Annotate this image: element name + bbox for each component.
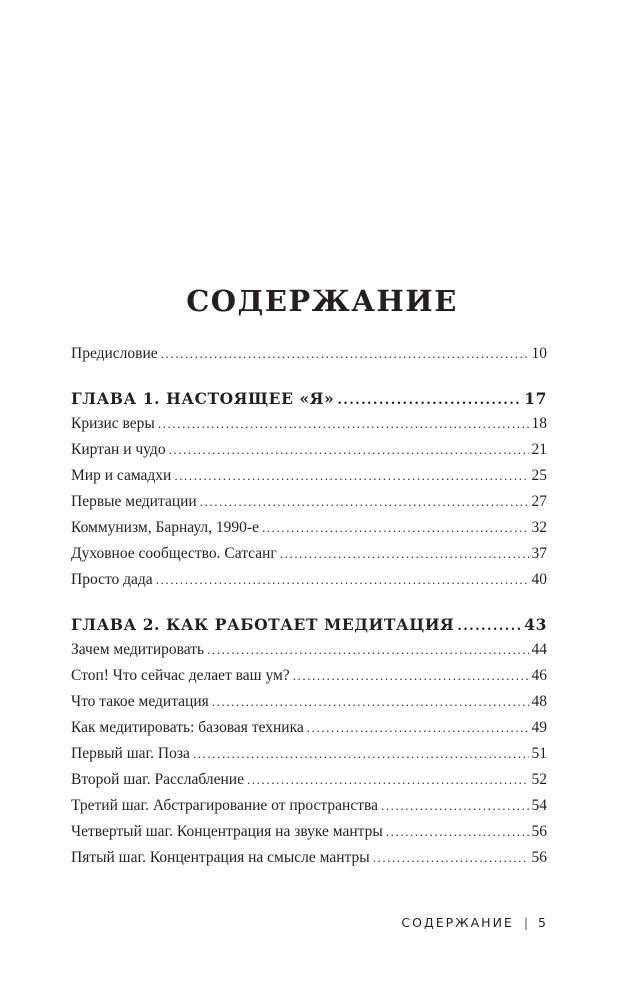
dot-leader — [200, 492, 529, 512]
toc-chapter-label: ГЛАВА 2. КАК РАБОТАЕТ МЕДИТАЦИЯ — [71, 615, 455, 634]
dot-leader — [373, 848, 529, 868]
dot-leader — [207, 640, 528, 660]
dot-leader — [247, 770, 529, 790]
toc-entry[interactable] — [71, 414, 547, 434]
dot-leader — [169, 440, 529, 460]
dot-leader — [161, 344, 529, 364]
toc-entry-label: Первый шаг. Поза — [71, 745, 190, 762]
toc-entry-label: Что такое медитация — [71, 693, 209, 710]
toc-entry-page: 25 — [531, 467, 547, 484]
dot-leader — [158, 414, 529, 434]
page-title: СОДЕРЖАНИЕ — [186, 284, 458, 318]
toc-entry-page: 37 — [531, 545, 547, 562]
running-footer — [401, 915, 548, 930]
toc-entry-label: Как медитировать: базовая техника — [71, 719, 304, 736]
toc-entry[interactable] — [71, 492, 547, 512]
toc-entry-label: Третий шаг. Абстрагирование от пространства — [71, 797, 378, 814]
footer-page-number: 5 — [538, 915, 548, 930]
footer-section-title: СОДЕРЖАНИЕ — [401, 915, 514, 930]
toc-chapter-label: ГЛАВА 1. НАСТОЯЩЕЕ «Я» — [71, 389, 335, 408]
toc-entry-page: 44 — [531, 641, 547, 658]
toc-entry-page: 46 — [531, 667, 547, 684]
toc-entry[interactable] — [71, 822, 547, 842]
dot-leader — [307, 718, 529, 738]
toc-entry[interactable] — [71, 640, 547, 660]
dot-leader — [293, 666, 529, 686]
toc-chapter-1[interactable] — [71, 388, 547, 410]
toc-entry[interactable] — [71, 744, 547, 764]
toc-chapter-page: 43 — [524, 615, 547, 634]
toc-entry-page: 56 — [531, 849, 547, 866]
dot-leader — [262, 518, 529, 538]
toc-entry[interactable] — [71, 518, 547, 538]
toc-entry-label: Предисловие — [71, 345, 158, 362]
toc-entry-page: 52 — [531, 771, 547, 788]
toc-entry[interactable] — [71, 692, 547, 712]
toc-entry[interactable] — [71, 440, 547, 460]
dot-leader — [457, 616, 521, 638]
dot-leader — [193, 744, 529, 764]
toc-entry-page: 27 — [531, 493, 547, 510]
toc-entry-page: 48 — [531, 693, 547, 710]
toc-entry-page: 40 — [531, 571, 547, 588]
footer-separator: | — [523, 915, 529, 930]
toc-entry-label: Второй шаг. Расслабление — [71, 771, 244, 788]
toc-entry[interactable] — [71, 848, 547, 868]
toc-entry-page: 21 — [531, 441, 547, 458]
toc-entry[interactable] — [71, 796, 547, 816]
dot-leader — [174, 466, 528, 486]
toc-entry-label: Коммунизм, Барнаул, 1990-е — [71, 519, 259, 536]
toc-entry-label: Кризис веры — [71, 415, 155, 432]
toc-entry-preface[interactable] — [71, 344, 547, 364]
dot-leader — [156, 570, 529, 590]
toc-entry[interactable] — [71, 544, 547, 564]
toc-entry[interactable] — [71, 666, 547, 686]
toc-entry-label: Зачем медитировать — [71, 641, 205, 658]
toc-entry-page: 51 — [531, 745, 547, 762]
toc-entry-page: 18 — [531, 415, 547, 432]
toc-entry-page: 54 — [531, 797, 547, 814]
toc-entry[interactable] — [71, 718, 547, 738]
dot-leader — [280, 544, 529, 564]
toc-entry[interactable] — [71, 466, 547, 486]
toc-entry[interactable] — [71, 770, 547, 790]
toc-chapter-page: 17 — [524, 389, 547, 408]
dot-leader — [337, 390, 521, 412]
toc-entry-page: 10 — [531, 345, 547, 362]
toc-entry-label: Стоп! Что сейчас делает ваш ум? — [71, 667, 290, 684]
toc-entry-label: Мир и самадхи — [71, 467, 172, 484]
toc-entry-label: Пятый шаг. Концентрация на смысле мантры — [71, 849, 370, 866]
dot-leader — [381, 796, 529, 816]
toc-entry-label: Просто дада — [71, 571, 153, 588]
toc-entry-page: 32 — [531, 519, 547, 536]
toc-entry-label: Четвертый шаг. Концентрация на звуке мантры — [71, 823, 383, 840]
toc-entry-label: Духовное сообщество. Сатсанг — [71, 545, 277, 562]
toc-entry-label: Киртан и чудо — [71, 441, 166, 458]
toc-entry-page: 56 — [531, 823, 547, 840]
toc-chapter-2[interactable] — [71, 614, 547, 636]
toc-entry[interactable] — [71, 570, 547, 590]
dot-leader — [386, 822, 529, 842]
dot-leader — [212, 692, 529, 712]
toc-entry-page: 49 — [531, 719, 547, 736]
toc-entry-label: Первые медитации — [71, 493, 197, 510]
